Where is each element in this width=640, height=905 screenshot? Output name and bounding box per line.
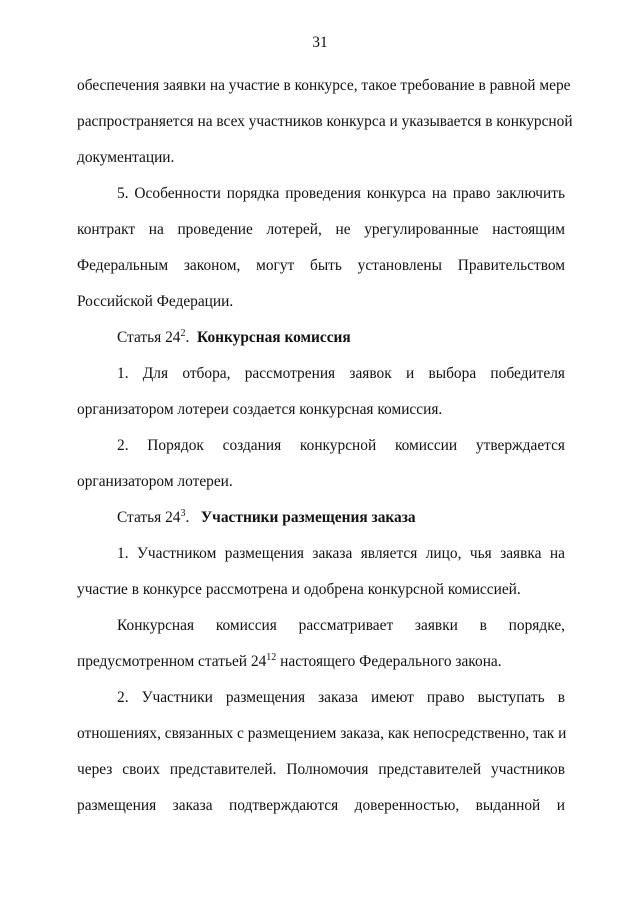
text-line: Конкурсная комиссия рассматривает заявки в порядке, xyxy=(117,617,565,634)
text-line: 5. Особенности порядка проведения конкурса на право заключить xyxy=(117,185,565,202)
article-dot: . xyxy=(185,509,190,526)
paragraph-continuation xyxy=(77,68,573,176)
text-line: через своих представителей. Полномочия представителей участников xyxy=(77,761,565,778)
text-line: Российской Федерации. xyxy=(77,293,234,310)
article-dot: . xyxy=(185,329,190,346)
text-fragment: настоящего Федерального закона. xyxy=(276,653,502,670)
paragraph-commission-review xyxy=(77,608,565,680)
paragraph-item-5 xyxy=(77,176,565,320)
article-title: Конкурсная комиссия xyxy=(197,329,351,346)
text-line: Федеральным законом, могут быть установлены Правительством xyxy=(77,257,565,274)
paragraph-commission-1 xyxy=(77,356,565,428)
text-line: 1. Участником размещения заказа является лицо, чья заявка на xyxy=(117,545,565,562)
article-superscript: 2 xyxy=(180,328,186,339)
text-line: распространяется на всех участников конкурса и указывается в конкурсной xyxy=(77,113,573,130)
text-line: организатором лотереи создается конкурсная комиссия. xyxy=(77,401,443,418)
text-line: 2. Порядок создания конкурсной комиссии утверждается xyxy=(117,437,565,454)
text-line: отношениях, связанных с размещением заказа, как непосредственно, так и xyxy=(77,725,567,742)
page-number: 31 xyxy=(312,34,328,51)
text-line: размещения заказа подтверждаются доверенностью, выданной и xyxy=(77,797,565,814)
text-line: 1. Для отбора, рассмотрения заявок и выбора победителя xyxy=(117,365,565,382)
article-superscript: 3 xyxy=(180,508,186,519)
text-line xyxy=(77,644,565,680)
article-prefix: Статья 24 xyxy=(117,329,181,346)
article-prefix: Статья 24 xyxy=(117,509,181,526)
document-body xyxy=(77,68,573,824)
reference-superscript: 12 xyxy=(266,652,277,663)
text-line: участие в конкурсе рассмотрена и одобрена конкурсной комиссией. xyxy=(77,581,521,598)
text-line: контракт на проведение лотерей, не урегулированные настоящим xyxy=(77,221,565,238)
article-heading-24-2 xyxy=(77,320,565,356)
paragraph-participants-2 xyxy=(77,680,565,824)
article-title: Участники размещения заказа xyxy=(200,509,416,526)
paragraph-participants-1 xyxy=(77,536,565,608)
text-line: 2. Участники размещения заказа имеют право выступать в xyxy=(117,689,565,706)
text-line: организатором лотереи. xyxy=(77,473,233,490)
text-line: обеспечения заявки на участие в конкурсе, такое требование в равной мере xyxy=(77,77,571,94)
text-fragment: предусмотренном статьей 24 xyxy=(77,653,267,670)
article-heading-24-3 xyxy=(77,500,565,536)
text-line: документации. xyxy=(77,149,175,166)
paragraph-commission-2 xyxy=(77,428,565,500)
